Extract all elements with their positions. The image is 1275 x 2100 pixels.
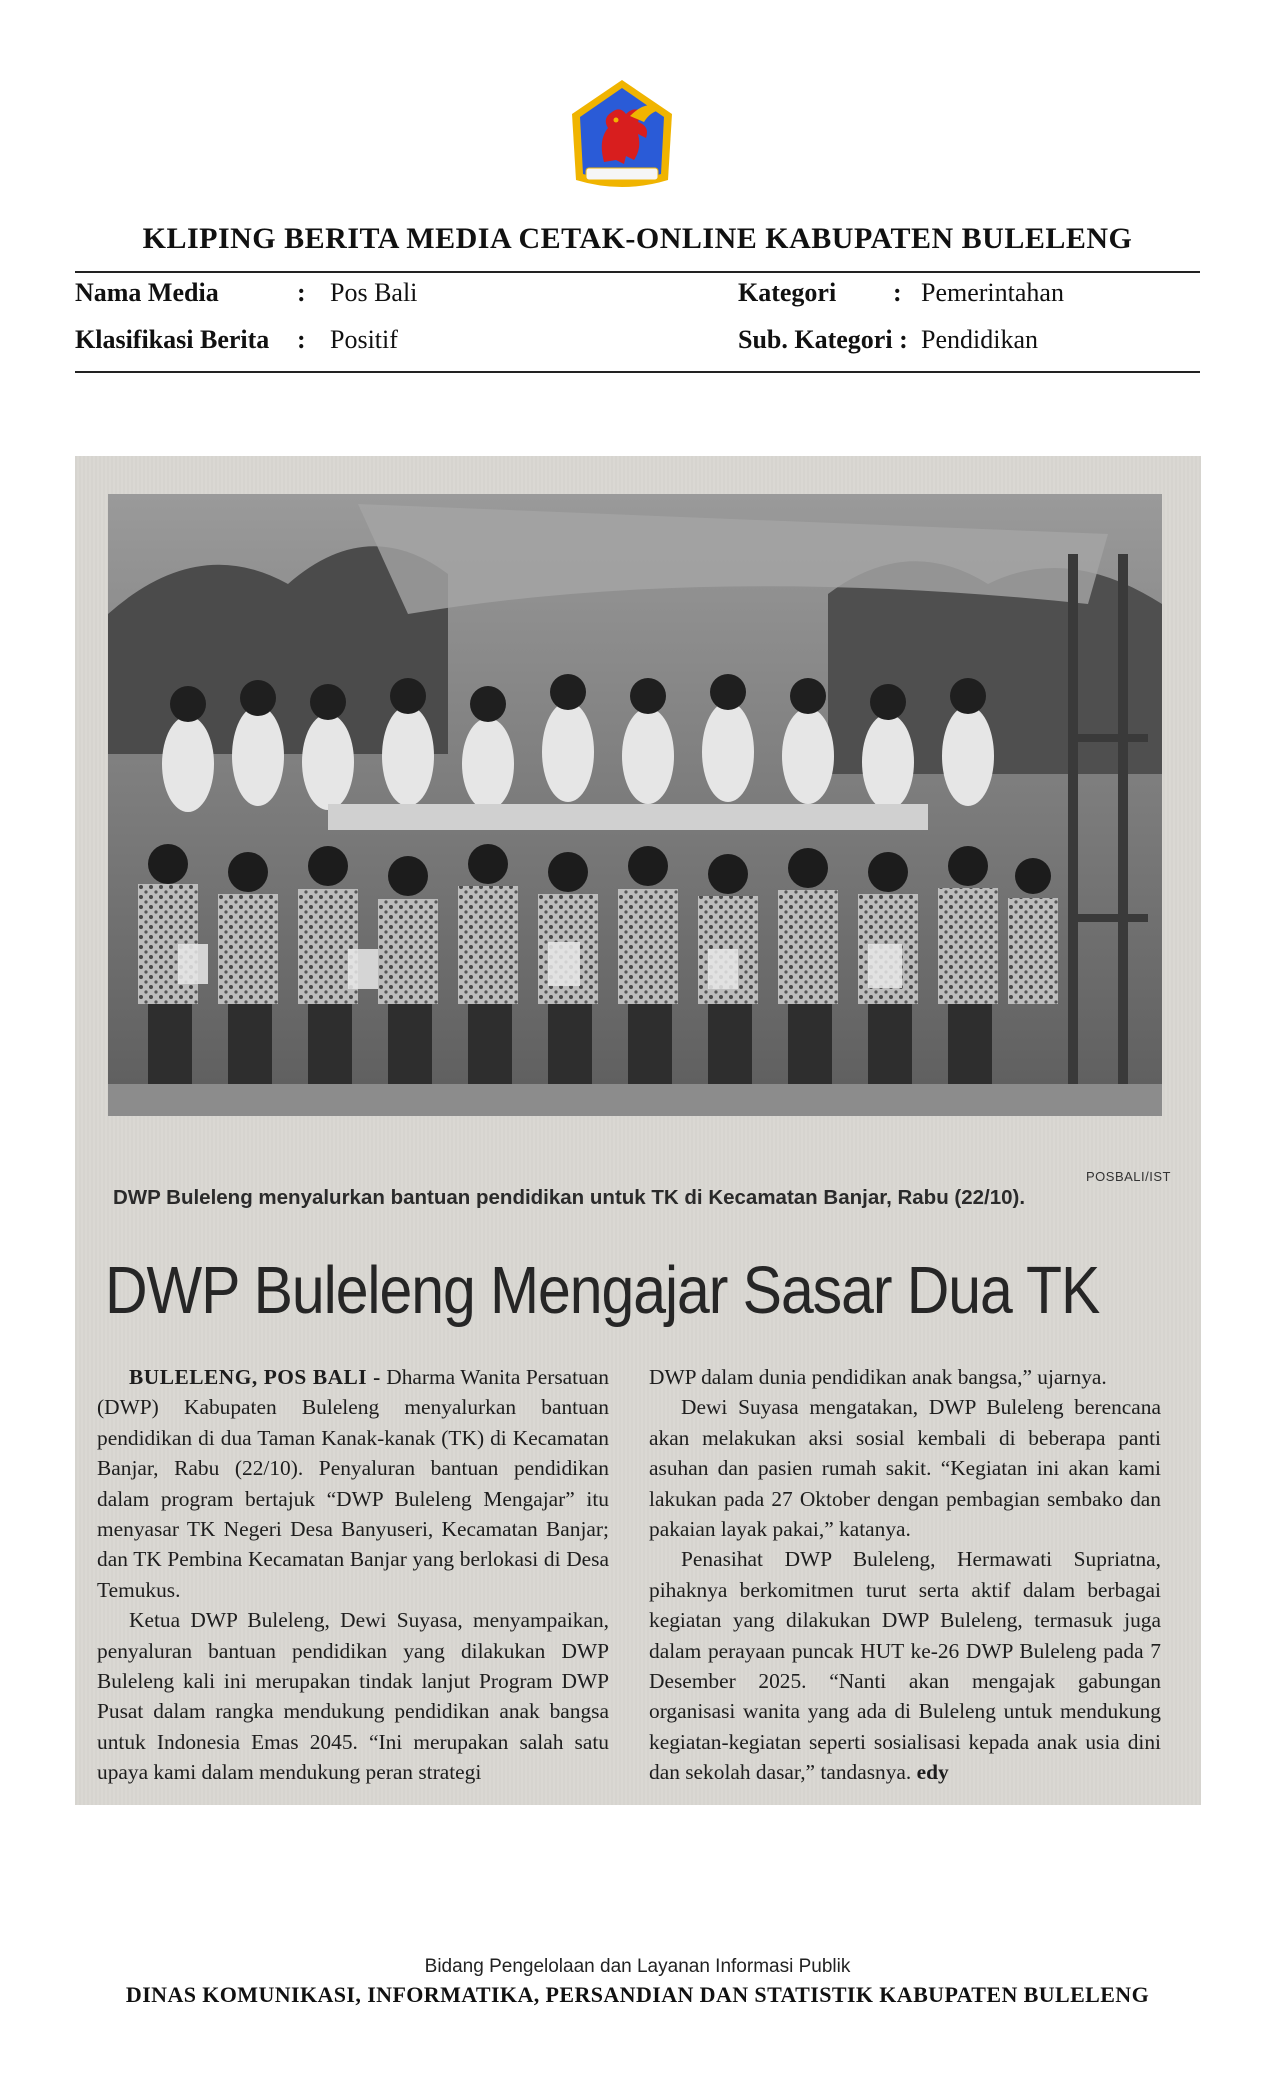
article-paragraph-1-text: Dharma Wanita Persatuan (DWP) Kabupaten Buleleng menyalurkan bantuan pendidikan di dua Taman Kanak-kanak (TK) di Kecamatan Banjar, Rabu (22/10). Penyaluran bantuan pendidikan dalam program bertajuk “DWP Buleleng Mengajar” itu menyasar TK Negeri Desa Banyuseri, Kecamatan Banjar; dan TK Pembina Kecamatan Banjar yang berlokasi di Desa Temukus. [97,1365,609,1602]
kategori-value: Pemerintahan [921,278,1064,307]
footer-agency: DINAS KOMUNIKASI, INFORMATIKA, PERSANDIAN DAN STATISTIK KABUPATEN BULELENG [125,1982,1150,2007]
klasifikasi-value: Positif [330,325,398,354]
meta-row-2 [75,325,1200,365]
author-signature: edy [916,1760,949,1785]
article-headline: DWP Buleleng Mengajar Sasar Dua TK [105,1253,1100,1328]
article-dateline: BULELENG, POS BALI - [129,1365,381,1389]
newspaper-clipping [75,456,1201,1805]
article-column-left [97,1362,609,1788]
photo-credit: POSBALI/IST [1086,1169,1171,1184]
header-divider-bottom [75,371,1200,373]
article-paragraph-2: Ketua DWP Buleleng, Dewi Suyasa, menyampaikan, penyaluran bantuan pendidikan yang dilakukan DWP Buleleng kali ini merupakan tindak lanjut Program DWP Pusat dalam rangka mendukung pendidikan anak bangsa untuk Indonesia Emas 2045. “Ini merupakan salah satu upaya kami dalam mendukung peran strategi [97,1608,609,1785]
kategori-label: Kategori [738,278,837,307]
subkategori-label: Sub. Kategori : [738,325,908,354]
article-column-right [649,1362,1161,1788]
media-separator: : [297,278,306,307]
footer-department: Bidang Pengelolaan dan Layanan Informasi Publik [424,1956,851,1977]
article-paragraph-1 [97,1362,609,1605]
media-value: Pos Bali [330,278,418,307]
media-label: Nama Media [75,278,219,307]
klasifikasi-label: Klasifikasi Berita [75,325,270,354]
article-paragraph-4-text: Penasihat DWP Buleleng, Hermawati Supriatna, pihaknya berkomitmen turut serta aktif dalam berbagai kegiatan yang dilakukan DWP Buleleng, termasuk juga dalam perayaan puncak HUT ke-26 DWP Buleleng pada 7 Desember 2025. “Nanti akan mengajak gabungan organisasi wanita yang ada di Buleleng untuk mendukung kegiatan-kegiatan seperti sosialisasi kepada anak usia dini dan sekolah dasar,” tandasnya. [649,1547,1161,1785]
article-paragraph-3: Dewi Suyasa mengatakan, DWP Buleleng berencana akan melakukan aksi sosial kembali di beberapa panti asuhan dan pasien rumah sakit. “Kegiatan ini akan kami lakukan pada 27 Oktober dengan pembagian sembako dan pakaian layak pakai,” katanya. [649,1395,1161,1542]
subkategori-label-text: Sub. Kategori [738,325,893,354]
photo-caption: DWP Buleleng menyalurkan bantuan pendidikan untuk TK di Kecamatan Banjar, Rabu (22/10). [113,1186,1026,1209]
header-title: KLIPING BERITA MEDIA CETAK-ONLINE KABUPATEN BULELENG [142,222,1133,255]
article-paragraph-2-continued: DWP dalam dunia pendidikan anak bangsa,” ujarnya. [649,1365,1107,1389]
header-divider-top [75,271,1200,273]
meta-row-1 [75,278,1200,318]
klasifikasi-separator: : [297,325,306,354]
article-paragraph-4 [649,1544,1161,1787]
buleleng-emblem-logo [564,76,680,196]
subkategori-value: Pendidikan [921,325,1038,354]
news-photo [108,494,1162,1116]
kategori-separator: : [893,278,902,307]
